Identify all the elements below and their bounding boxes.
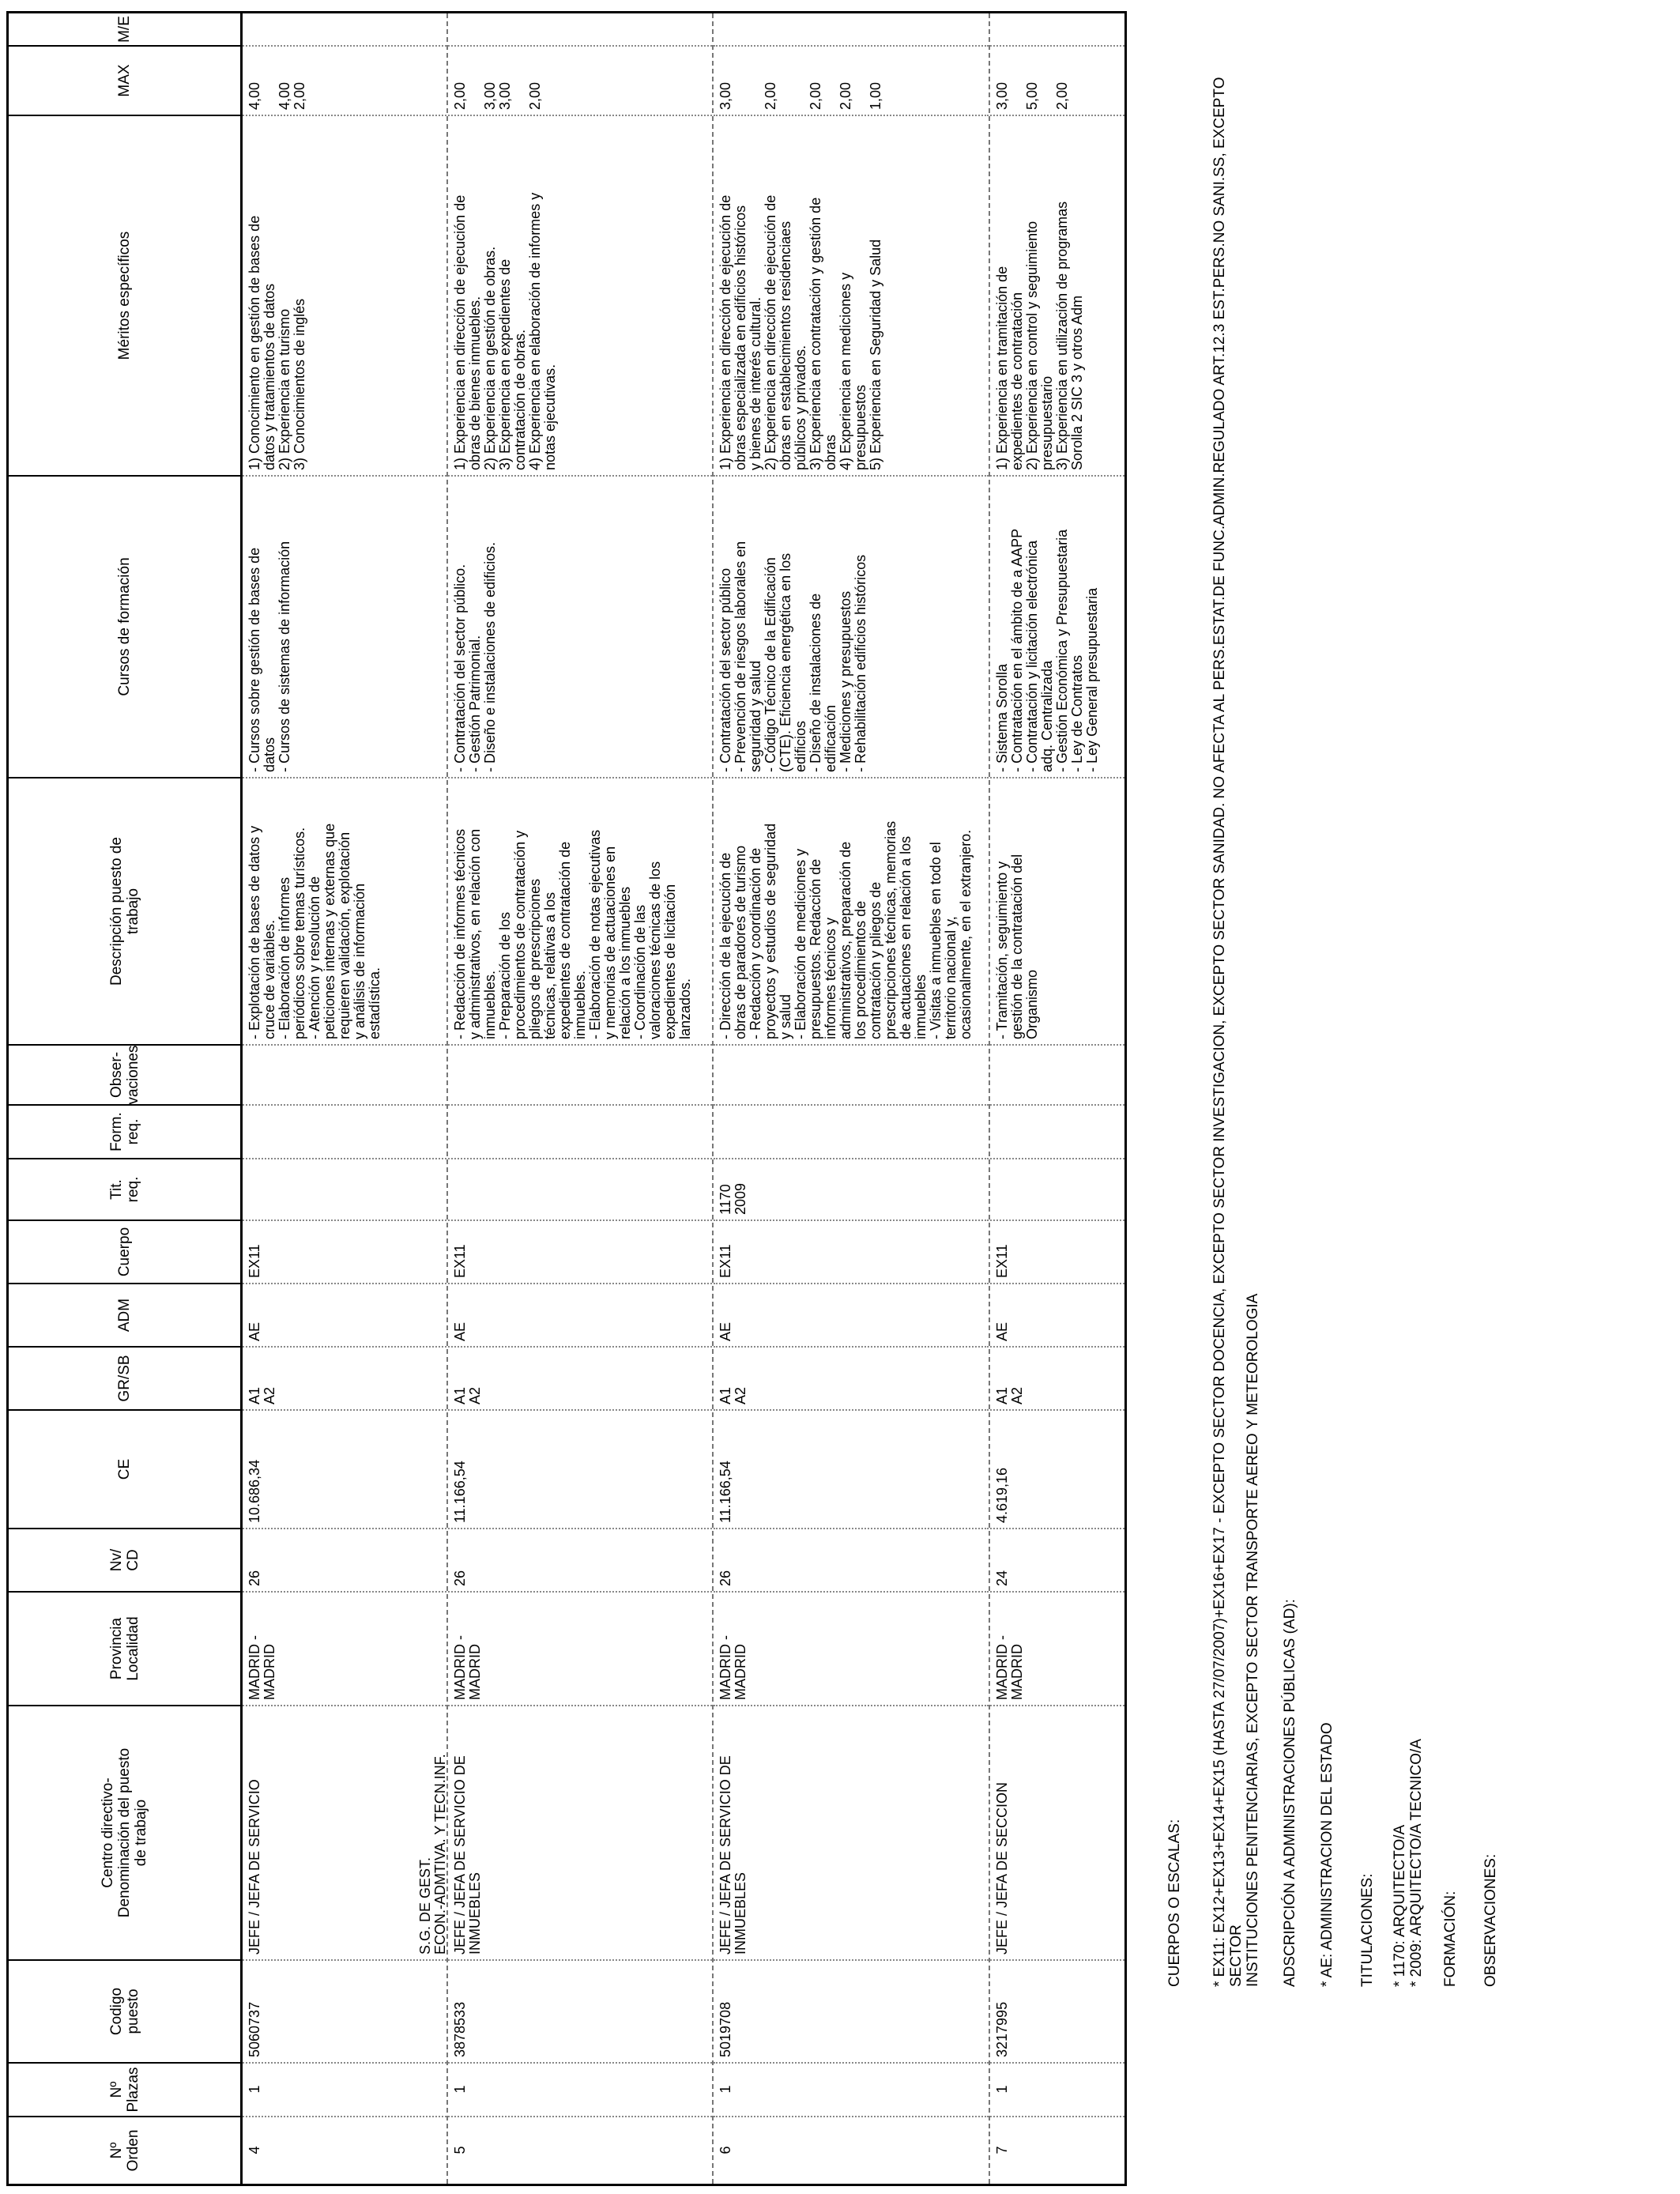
header-provincia: Provincia Localidad [9,1591,240,1705]
cell-adm: AE [714,1283,989,1346]
cell-me [714,13,989,45]
cell-gr: A1 A2 [714,1346,989,1409]
cell-gr: A1 A2 [243,1346,446,1409]
header-meritos: Méritos específicos [9,115,240,475]
header-cursos: Cursos de formación [9,475,240,777]
header-orden: Nº Orden [9,2116,240,2184]
cell-nv: 26 [714,1528,989,1591]
cell-form [448,1104,712,1158]
cell-cuerpo: EX11 [714,1220,989,1283]
cell-max: 2,00 3,00 3,00 2,00 [448,45,712,115]
cell-nv: 24 [990,1528,1124,1591]
cell-obs [243,1044,446,1104]
observaciones-title: OBSERVACIONES: [1482,1853,1499,1987]
header-descripcion: Descripción puesto de trabajo [9,777,240,1044]
cell-obs [448,1044,712,1104]
cell-orden: 6 [714,2116,989,2184]
cell-nv: 26 [448,1528,712,1591]
cell-tit [448,1158,712,1220]
cell-codigo: 5019708 [714,1959,989,2062]
cell-meritos: 1) Experiencia en tramitación de expedientes de contratación 2) Experiencia en control y seguimiento presupuestario 3) Experiencia en utilización de programas Sorolla 2 SIC 3 y otros Adm [990,115,1124,475]
cell-descripcion: - Tramitación, seguimiento y gestión de la contratación del Organismo [990,777,1124,1044]
cell-cursos: - Contratación del sector público. - Gestión Patrimonial. - Diseño e instalaciones de edificios. [448,475,712,777]
header-tit: Tit. req. [9,1158,240,1220]
cell-centro: JEFE / JEFA DE SERVICIO DE INMUEBLES [452,1755,483,1955]
cell-centro: JEFE / JEFA DE SECCION [990,1705,1124,1959]
cell-tit [990,1158,1124,1220]
cell-form [990,1104,1124,1158]
cell-plazas: 1 [990,2062,1124,2116]
header-form: Form. req. [9,1104,240,1158]
cell-me [448,13,712,45]
cell-centro: JEFE / JEFA DE SERVICIO DE INMUEBLES [714,1705,989,1959]
cell-cursos: - Sistema Sorolla - Contratación en el ámbito de a AAPP - Contratación y licitación electrónica adq. Centralizada - Gestión Económica y Presupuestaria - Ley de Contratos - Ley General presupuestaria [990,475,1124,777]
cell-cursos: - Contratación del sector público - Prevención de riesgos laborales en seguridad y salud - Código Técnico de la Edificación (CTE). Eficiencia energética en los edificios - Diseño de instalaciones de edificación - Mediciones y presupuestos - Rehabilitación edificios históricos [714,475,989,777]
cell-meritos: 1) Experiencia en dirección de ejecución de obras especializada en edificios históricos y bienes de interés cultural. 2) Experiencia en dirección de ejecución de obras en establecimientos residenciaes públicos y privados. 3) Experiencia en contratación y gestión de obras 4) Experiencia en mediciones y presupuestos 5) Experiencia en Seguridad y Salud [714,115,989,475]
cell-centro-group [417,1705,712,1959]
cell-obs [990,1044,1124,1104]
cell-gr: A1 A2 [990,1346,1124,1409]
header-codigo: Codigo puesto [9,1959,240,2062]
header-plazas: Nº Plazas [9,2062,240,2116]
header-max: MAX [9,45,240,115]
cell-meritos: 1) Experiencia en dirección de ejecución de obras de bienes inmuebles. 2) Experiencia en gestión de obras. 3) Experiencia en expedientes de contratación de obras. 4) Experiencia en elaboración de informes y notas ejecutivas. [448,115,712,475]
cell-plazas: 1 [714,2062,989,2116]
header-me: M/E [116,16,133,43]
cell-form [243,1104,446,1158]
adscripcion-title: ADSCRIPCIÓN A ADMINISTRACIONES PÚBLICAS (AD): [1282,1599,1298,1987]
header-adm: ADM [9,1283,240,1346]
cell-cuerpo: EX11 [243,1220,446,1283]
positions-table [6,11,1127,2186]
header-nv: Nv/ CD [9,1528,240,1591]
cell-orden: 7 [990,2116,1124,2184]
header-centro: Centro directivo- Denominación del puesto de trabajo [9,1705,240,1959]
cell-tit [243,1158,446,1220]
cell-orden: 5 [448,2116,712,2184]
table-row [712,13,989,2184]
cell-cuerpo: EX11 [448,1220,712,1283]
footnotes [1166,43,1516,1987]
cell-meritos: 1) Conocimiento en gestión de bases de datos y tratamientos de datos 2) Experiencia en turismo 3) Conocimientos de inglés [243,115,446,475]
cell-adm: AE [243,1283,446,1346]
cell-plazas: 1 [448,2062,712,2116]
cell-provincia: MADRID - MADRID [714,1591,989,1705]
cell-ce: 11.166,54 [714,1409,989,1528]
cell-nv: 26 [243,1528,446,1591]
adscripcion-text: * AE: ADMINISTRACION DEL ESTADO [1319,1722,1335,1987]
cell-orden: 4 [243,2116,446,2184]
cell-descripcion: - Dirección de la ejecución de obras de paradores de turismo - Redacción y coordinación de proyectos y estudios de seguridad y salud - Elaboración de mediciones y presupuestos. Redacción de informes técnicos y administrativos, preparación de los procedimientos de contratación y pliegos de prescripciones técnicas, memorias de actuaciones en relación a los inmuebles - Visitas a inmuebles en todo el territorio nacional y, ocasionalmente, en el extranjero. [714,777,989,1044]
cell-gr: A1 A2 [448,1346,712,1409]
table-row [243,13,446,2184]
header-gr: GR/SB [9,1346,240,1409]
cell-adm: AE [448,1283,712,1346]
cuerpos-text: * EX11: EX12+EX13+EX14+EX15 (HASTA 27/07/2007)+EX16+EX17 - EXCEPTO SECTOR DOCENCIA, EXCEPTO SECTOR INVESTIGACION, EXCEPTO SECTOR SANIDAD. NO AFECTA AL PERS.ESTAT.DE FUNC.ADMIN.REGULADO ART.12.3 EST.PERS.NO SANI.SS, EXCEPTO SECTOR INSTITUCIONES PENITENCIARIAS, EXCEPTO SECTOR TRANSPORTE AEREO Y METEOROLOGIA [1211,77,1261,1987]
titulaciones-text: * 1170: ARQUITECTO/A * 2009: ARQUITECTO/A TECNICO/A [1392,1739,1425,1987]
cell-form [714,1104,989,1158]
table-header [9,13,243,2184]
cell-descripcion: - Redacción de informes técnicos y administrativos, en relación con inmuebles. - Preparación de los procedimientos de contratación y pliegos de prescripciones técnicas, relativas a los expedientes de contratación de inmuebles. - Elaboración de notas ejecutivas y memorias de actuaciones en relación a los inmuebles - Coordinación de las valoraciones técnicas de los expedientes de licitación lanzados. [448,777,712,1044]
header-cuerpo: Cuerpo [9,1220,240,1283]
cell-tit: 1170 2009 [714,1158,989,1220]
cell-max: 4,00 4,00 2,00 [243,45,446,115]
cell-max: 3,00 5,00 2,00 [990,45,1124,115]
cell-centro: JEFE / JEFA DE SERVICIO [243,1705,446,1959]
table-row [417,13,712,2184]
cell-ce: 4.619,16 [990,1409,1124,1528]
table-row [989,13,1124,2184]
cuerpos-title: CUERPOS O ESCALAS: [1166,1819,1183,1987]
cell-provincia: MADRID - MADRID [990,1591,1124,1705]
cell-max: 3,00 2,00 2,00 2,00 1,00 [714,45,989,115]
cell-cuerpo: EX11 [990,1220,1124,1283]
cell-ce: 10.686,34 [243,1409,446,1528]
cell-cursos: - Cursos sobre gestión de bases de datos - Cursos de sistemas de información [243,475,446,777]
formacion-title: FORMACIÓN: [1442,1891,1459,1987]
cell-me [243,13,446,45]
cell-ce: 11.166,54 [448,1409,712,1528]
cell-obs [714,1044,989,1104]
cell-codigo: 3217995 [990,1959,1124,2062]
cell-codigo: 3878533 [448,1959,712,2062]
cell-descripcion: - Explotación de bases de datos y cruce de variables. - Elaboración de informes periódicos sobre temas turísticos. - Atención y resolución de peticiones internas y externas que requieren validación, explotación y análisis de información estadística. [243,777,446,1044]
cell-adm: AE [990,1283,1124,1346]
header-ce: CE [9,1409,240,1528]
cell-provincia: MADRID - MADRID [243,1591,446,1705]
cell-codigo: 5060737 [243,1959,446,2062]
centro-directivo-header: S.G. DE GEST. ECON.-ADMTIVA. Y TECN.INF. [417,1754,448,1955]
cell-me [990,13,1124,45]
cell-provincia: MADRID - MADRID [448,1591,712,1705]
header-obs: Obser- vaciones [9,1044,240,1104]
cell-plazas: 1 [243,2062,446,2116]
titulaciones-title: TITULACIONES: [1359,1873,1376,1987]
